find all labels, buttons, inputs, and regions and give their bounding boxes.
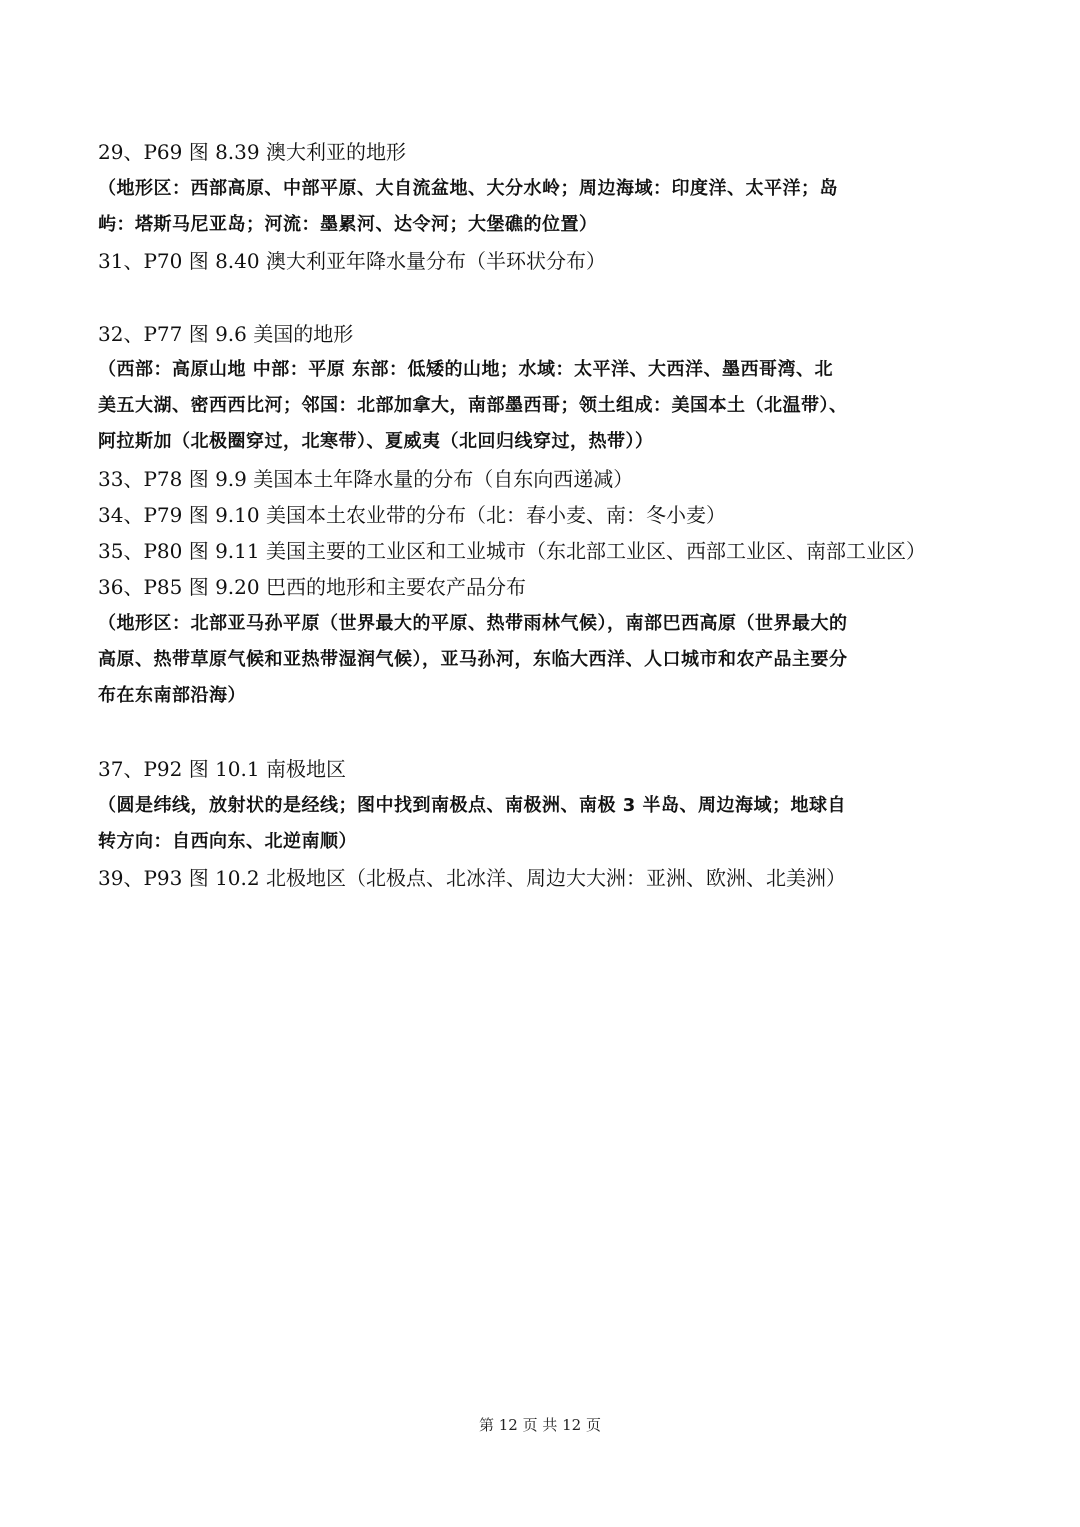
item-39-heading: 39、P93 图 10.2 北极地区（北极点、北冰洋、周边大大洲：亚洲、欧洲、北美洲） bbox=[98, 866, 846, 890]
item-29-note-line-1: （地形区：西部高原、中部平原、大自流盆地、大分水岭；周边海域：印度洋、太平洋；岛 bbox=[98, 178, 838, 199]
item-36-heading: 36、P85 图 9.20 巴西的地形和主要农产品分布 bbox=[98, 575, 526, 599]
item-29-heading: 29、P69 图 8.39 澳大利亚的地形 bbox=[98, 140, 406, 164]
item-31-heading: 31、P70 图 8.40 澳大利亚年降水量分布（半环状分布） bbox=[98, 249, 606, 273]
item-35-heading: 35、P80 图 9.11 美国主要的工业区和工业城市（东北部工业区、西部工业区、南部工业区） bbox=[98, 539, 926, 563]
item-37-heading: 37、P92 图 10.1 南极地区 bbox=[98, 757, 346, 781]
item-36-note-line-2: 高原、热带草原气候和亚热带湿润气候），亚马孙河，东临大西洋、人口城市和农产品主要分 bbox=[98, 649, 848, 670]
item-32-note-line-1: （西部：高原山地 中部：平原 东部：低矮的山地；水域：太平洋、大西洋、墨西哥湾、北 bbox=[98, 359, 834, 380]
item-32-heading: 32、P77 图 9.6 美国的地形 bbox=[98, 322, 354, 346]
item-37-note-line-1: （圆是纬线，放射状的是经线；图中找到南极点、南极洲、南极 3 半岛、周边海域；地球自 bbox=[98, 795, 847, 816]
item-32-note-line-3: 阿拉斯加（北极圈穿过，北寒带）、夏威夷（北回归线穿过，热带）） bbox=[98, 431, 654, 452]
item-29-note-line-2: 屿：塔斯马尼亚岛；河流：墨累河、达令河；大堡礁的位置） bbox=[98, 214, 598, 235]
item-33-heading: 33、P78 图 9.9 美国本土年降水量的分布（自东向西递减） bbox=[98, 467, 634, 491]
item-32-note-line-2: 美五大湖、密西西比河；邻国：北部加拿大，南部墨西哥；领土组成：美国本土（北温带）、 bbox=[98, 395, 848, 416]
item-36-note-line-3: 布在东南部沿海） bbox=[98, 685, 246, 706]
item-36-note-line-1: （地形区：北部亚马孙平原（世界最大的平原、热带雨林气候），南部巴西高原（世界最大的 bbox=[98, 613, 848, 634]
item-37-note-line-2: 转方向：自西向东、北逆南顺） bbox=[98, 831, 357, 852]
item-34-heading: 34、P79 图 9.10 美国本土农业带的分布（北：春小麦、南：冬小麦） bbox=[98, 503, 726, 527]
page-footer: 第 12 页 共 12 页 bbox=[478, 1416, 601, 1434]
